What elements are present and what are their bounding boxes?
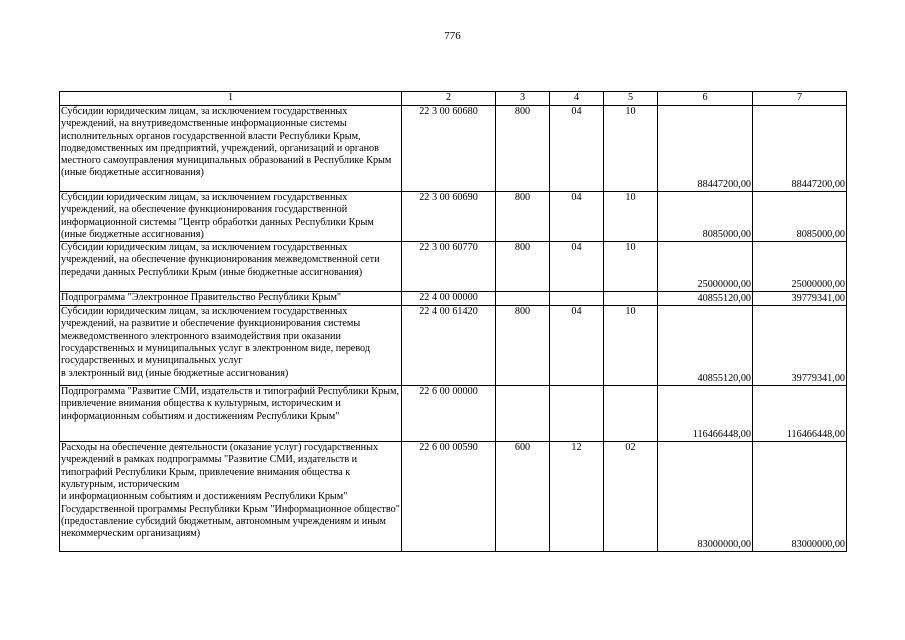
row-sum-2: 116466448,00 <box>753 386 847 442</box>
table-row <box>60 386 847 442</box>
row-code: 22 4 00 00000 <box>402 292 496 306</box>
row-rz: 04 <box>550 306 604 386</box>
row-pr: 10 <box>604 192 658 242</box>
row-pr <box>604 292 658 306</box>
row-rz: 04 <box>550 242 604 292</box>
row-sum-1: 40855120,00 <box>658 292 753 306</box>
column-header: 1 <box>60 92 402 106</box>
column-header: 7 <box>753 92 847 106</box>
table-row <box>60 106 847 192</box>
row-vr <box>496 292 550 306</box>
row-sum-1: 8085000,00 <box>658 192 753 242</box>
row-rz <box>550 386 604 442</box>
row-name: Субсидии юридическим лицам, за исключением государственных учреждений, на обеспечение функционирования государственной информационной системы "Центр обработки данных Республики Крым (иные бюджетные ассигнования) <box>60 192 402 242</box>
row-sum-2: 39779341,00 <box>753 292 847 306</box>
row-sum-1: 83000000,00 <box>658 442 753 552</box>
column-header: 4 <box>550 92 604 106</box>
table-row <box>60 306 847 386</box>
row-rz: 12 <box>550 442 604 552</box>
row-sum-2: 39779341,00 <box>753 306 847 386</box>
page-number: 776 <box>444 30 461 42</box>
row-vr: 800 <box>496 192 550 242</box>
row-rz: 04 <box>550 106 604 192</box>
row-vr <box>496 386 550 442</box>
column-header: 5 <box>604 92 658 106</box>
row-pr: 10 <box>604 242 658 292</box>
row-vr: 800 <box>496 242 550 292</box>
table-row <box>60 442 847 552</box>
row-pr <box>604 386 658 442</box>
column-header: 2 <box>402 92 496 106</box>
column-header: 6 <box>658 92 753 106</box>
row-vr: 800 <box>496 106 550 192</box>
row-pr: 10 <box>604 106 658 192</box>
row-code: 22 6 00 00000 <box>402 386 496 442</box>
row-sum-2: 83000000,00 <box>753 442 847 552</box>
row-rz <box>550 292 604 306</box>
row-sum-2: 25000000,00 <box>753 242 847 292</box>
row-name: Субсидии юридическим лицам, за исключением государственных учреждений, на обеспечение функционирования межведомственной сети передачи данных Республики Крым (иные бюджетные ассигнования) <box>60 242 402 292</box>
row-name: Подпрограмма "Электронное Правительство Республики Крым" <box>60 292 402 306</box>
row-code: 22 3 00 60680 <box>402 106 496 192</box>
row-name: Расходы на обеспечение деятельности (оказание услуг) государственных учреждений в рамках подпрограммы "Развитие СМИ, издательств и типографий Республики Крым, привлечение внимания общества к культурным, историческим и информационным событиям и достижениям Республики Крым" Государственной программы Республики Крым "Информационное общество" (предоставление субсидий бюджетным, автономным учреждениям и иным некоммерческим организациям) <box>60 442 402 552</box>
row-sum-1: 25000000,00 <box>658 242 753 292</box>
row-sum-1: 40855120,00 <box>658 306 753 386</box>
row-sum-1: 88447200,00 <box>658 106 753 192</box>
row-name: Субсидии юридическим лицам, за исключением государственных учреждений, на развитие и обеспечение функционирования системы межведомственного электронного взаимодействия при оказании государственных и муниципальных услуг в электронном виде, перевод государственных и муниципальных услуг в электронный вид (иные бюджетные ассигнования) <box>60 306 402 386</box>
row-vr: 800 <box>496 306 550 386</box>
row-rz: 04 <box>550 192 604 242</box>
table-row <box>60 242 847 292</box>
table-header-row <box>60 92 847 106</box>
row-sum-2: 88447200,00 <box>753 106 847 192</box>
row-name: Подпрограмма "Развитие СМИ, издательств и типографий Республики Крым, привлечение внимания общества к культурным, историческим и информационным событиям и достижениям Республики Крым" <box>60 386 402 442</box>
row-sum-2: 8085000,00 <box>753 192 847 242</box>
row-pr: 02 <box>604 442 658 552</box>
table-row <box>60 292 847 306</box>
budget-table <box>59 91 847 552</box>
row-name: Субсидии юридическим лицам, за исключением государственных учреждений, на внутриведомственные информационные системы исполнительных органов государственной власти Республики Крым, подведомственных им предприятий, учреждений, организаций и органов местного самоуправления муниципальных образований в Республике Крым (иные бюджетные ассигнования) <box>60 106 402 192</box>
column-header: 3 <box>496 92 550 106</box>
row-code: 22 3 00 60770 <box>402 242 496 292</box>
row-vr: 600 <box>496 442 550 552</box>
row-code: 22 6 00 00590 <box>402 442 496 552</box>
row-code: 22 3 00 60690 <box>402 192 496 242</box>
table-row <box>60 192 847 242</box>
row-pr: 10 <box>604 306 658 386</box>
row-sum-1: 116466448,00 <box>658 386 753 442</box>
row-code: 22 4 00 61420 <box>402 306 496 386</box>
